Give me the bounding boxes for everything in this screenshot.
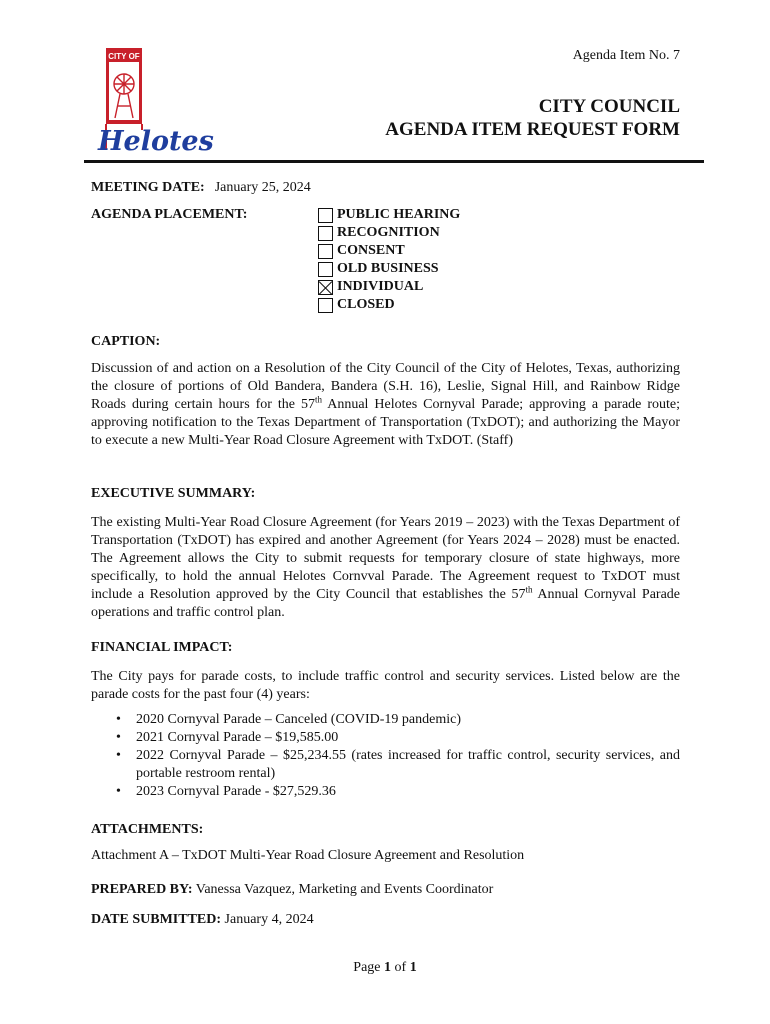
prepared-by-value: Vanessa Vazquez, Marketing and Events Coordinator xyxy=(192,882,494,897)
city-logo xyxy=(96,46,214,158)
caption-text-a: Discussion of and action on a Resolution of the City Council of the City of Helotes, Texas, authorizing the closure of portions of Old Bandera, Bandera (S.H. 16), Leslie, Signal Hill, and Rainbow Ridge Roads during certain hours for the 57 xyxy=(91,361,680,412)
caption-heading: CAPTION: xyxy=(91,334,161,349)
date-submitted-row xyxy=(91,912,314,928)
option-label: PUBLIC HEARING xyxy=(337,207,461,222)
caption-text-b: Annual Helotes Cornyval Parade; approving a parade route; approving notification to the Texas Department of Transportation (TxDOT); and authorizing the Mayor to execute a new Multi-Year Road Closure Agreement with TxDOT. (Staff) xyxy=(91,397,680,448)
of-word: of xyxy=(391,960,410,975)
date-submitted-label: DATE SUBMITTED: xyxy=(91,912,222,927)
executive-summary-heading: EXECUTIVE SUMMARY: xyxy=(91,486,256,501)
checkbox-closed[interactable] xyxy=(318,298,333,313)
page-word: Page xyxy=(353,960,385,975)
placement-option-recognition[interactable] xyxy=(318,224,440,242)
page-number xyxy=(0,960,770,976)
option-label: CONSENT xyxy=(337,243,405,258)
page-current: 1 xyxy=(384,960,392,975)
checkbox-individual-checked[interactable] xyxy=(318,280,333,295)
agenda-placement-label: AGENDA PLACEMENT: xyxy=(91,207,248,222)
financial-impact-text: The City pays for parade costs, to include traffic control and security services. Listed below are the parade costs for the past four (4) years: xyxy=(91,669,680,702)
list-item: • 2020 Cornyval Parade – Canceled (COVID-19 pandemic) xyxy=(116,711,680,729)
list-item: • 2021 Cornyval Parade – $19,585.00 xyxy=(116,729,680,747)
option-label: OLD BUSINESS xyxy=(337,261,439,276)
date-submitted-value: January 4, 2024 xyxy=(221,912,314,927)
attachments-text: Attachment A – TxDOT Multi-Year Road Closure Agreement and Resolution xyxy=(91,848,525,863)
parade-costs-list xyxy=(116,711,680,801)
logo-name: Helotes xyxy=(98,126,214,157)
checkbox-consent[interactable] xyxy=(318,244,333,259)
summary-sup: th xyxy=(525,584,533,595)
header-divider xyxy=(84,160,704,163)
placement-option-old-business[interactable] xyxy=(318,260,439,278)
option-label: CLOSED xyxy=(337,297,395,312)
title-line-1: CITY COUNCIL xyxy=(538,96,680,117)
title-line-2: AGENDA ITEM REQUEST FORM xyxy=(385,119,680,140)
executive-summary-text xyxy=(91,514,680,622)
financial-impact-heading: FINANCIAL IMPACT: xyxy=(91,640,233,655)
prepared-by-row xyxy=(91,882,493,898)
checkbox-old-business[interactable] xyxy=(318,262,333,277)
page-total: 1 xyxy=(409,960,417,975)
meeting-date-row xyxy=(91,178,311,196)
meeting-date-value: January 25, 2024 xyxy=(214,180,311,195)
summary-text-a: The existing Multi-Year Road Closure Agreement (for Years 2019 – 2023) with the Texas Department of Transportation (TxDOT) has expired and another Agreement (for Years 2024 – 2028) must be enacted. The Agreement allows the City to submit requests for temporary closure of state highways, more specifically, to hold the annual Helotes Cornvval Parade. The Agreement request to TxDOT must include a Resolution approved by the City Council that establishes the 57 xyxy=(91,515,680,602)
logo-top-text: CITY OF xyxy=(108,52,140,61)
option-label: INDIVIDUAL xyxy=(337,279,424,294)
caption-sup: th xyxy=(315,394,323,405)
prepared-by-label: PREPARED BY: xyxy=(91,882,193,897)
placement-option-consent[interactable] xyxy=(318,242,405,260)
checkbox-public-hearing[interactable] xyxy=(318,208,333,223)
attachments-heading: ATTACHMENTS: xyxy=(91,822,204,837)
checkbox-recognition[interactable] xyxy=(318,226,333,241)
list-item: • 2022 Cornyval Parade – $25,234.55 (rates increased for traffic control, security services, and portable restroom rental) xyxy=(116,747,680,783)
meeting-date-label: MEETING DATE: xyxy=(91,180,205,195)
list-item: • 2023 Cornyval Parade - $27,529.36 xyxy=(116,783,680,801)
summary-text-b: Annual Cornyval Parade operations and traffic control plan. xyxy=(91,587,681,620)
placement-option-public-hearing[interactable] xyxy=(318,206,460,224)
caption-text xyxy=(91,360,680,450)
option-label: RECOGNITION xyxy=(337,225,440,240)
placement-option-closed[interactable] xyxy=(318,296,395,314)
placement-option-individual[interactable] xyxy=(318,278,423,296)
agenda-item-number: Agenda Item No. 7 xyxy=(572,48,680,63)
